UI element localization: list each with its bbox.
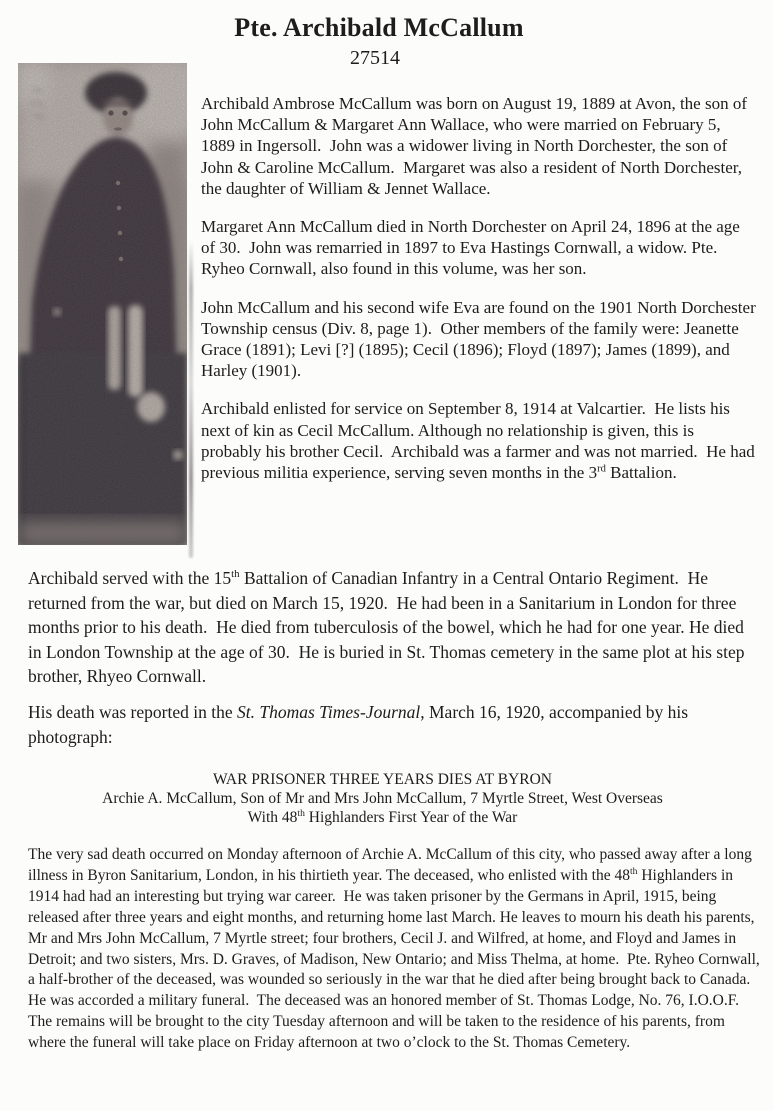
bio-paragraph-news-report: His death was reported in the St. Thomas Times-Journal, March 16, 1920, accompanied by his photograph:: [28, 701, 693, 747]
biography-side-column: [201, 93, 758, 500]
regimental-number: 27514: [350, 47, 400, 69]
clipping-subhead-2: With 48th Highlanders First Year of the War: [247, 807, 518, 826]
page-title: Pte. Archibald McCallum: [234, 13, 524, 42]
biography-full-width: [28, 566, 759, 760]
clipping-headline: WAR PRISONER THREE YEARS DIES AT BYRON: [212, 771, 553, 788]
clipping-body: The very sad death occurred on Monday afternoon of Archie A. McCallum of this city, who passed away after a long illness in Byron Sanitarium, London, in his thirtieth year. The deceased, who enlisted with the 48th Highlanders in 1914 had had an interesting but trying war career. He was taken prisoner by the Germans in April, 1915, being released after three years and eight months, and returning home last March. He leaves to mourn his death his parents, Mr and Mrs John McCallum, 7 Myrtle street; four brothers, Cecil J. and Wilfred, at home, and Floyd and James in Detroit; and two sisters, Mrs. D. Graves, of Madison, New Ontario; and Miss Thelma, at home. Pte. Ryheo Cornwall, a half-brother of the deceased, was wounded so seriously in the war that he died after being brought back to Canada. He was accorded a military funeral. The deceased was an honored member of St. Thomas Lodge, No. 76, I.O.O.F. The remains will be brought to the city Tuesday afternoon and will be taken to the residence of his parents, from where the funeral will take place on Friday afternoon at two o’clock to the St. Thomas Cemetery.: [28, 846, 764, 1052]
soldier-portrait-image: [18, 63, 187, 545]
bio-paragraph-census: John McCallum and his second wife Eva are found on the 1901 North Dorchester Township census (Div. 8, page 1). Other members of the family were: Jeanette Grace (1891); Levi [?] (1895); Cecil (1896); Floyd (1897); James (1899), and Harley (1901).: [201, 297, 760, 381]
bio-paragraph-service-death: Archibald served with the 15th Battalion of Canadian Infantry in a Central Ontario Regiment. He returned from the war, but died on March 15, 1920. He had been in a Sanitarium in London for three months prior to his death. He died from tuberculosis of the bowel, which he had for one year. He died in London Township at the age of 30. He is buried in St. Thomas cemetery in the same plot at his step brother, Rhyeo Cornwall.: [28, 568, 749, 687]
bio-paragraph-enlistment: Archibald enlisted for service on September 8, 1914 at Valcartier. He lists his next of kin as Cecil McCallum. Although no relationship is given, this is probably his brother Cecil. Archibald was a farmer and was not married. He had previous militia experience, serving seven months in the 3rd Battalion.: [201, 399, 759, 483]
clipping-subhead-1: Archie A. McCallum, Son of Mr and Mrs John McCallum, 7 Myrtle Street, West Overseas: [102, 790, 663, 807]
clipping-headline-block: [0, 770, 765, 827]
bio-paragraph-birth: Archibald Ambrose McCallum was born on August 19, 1889 at Avon, the son of John McCallum & Margaret Ann Wallace, who were married on February 5, 1889 in Ingersoll. John was a widower living in North Dorchester, the son of John & Caroline McCallum. Margaret was also a resident of North Dorchester, the daughter of William & Jennet Wallace.: [201, 94, 752, 198]
bio-paragraph-mother-death: Margaret Ann McCallum died in North Dorchester on April 24, 1896 at the age of 30. John was remarried in 1897 to Eva Hastings Cornwall, a widow. Pte. Ryheo Cornwall, also found in this volume, was her son.: [201, 217, 745, 279]
soldier-portrait-photo: [18, 63, 187, 545]
scan-artifact-streak: [189, 240, 193, 558]
